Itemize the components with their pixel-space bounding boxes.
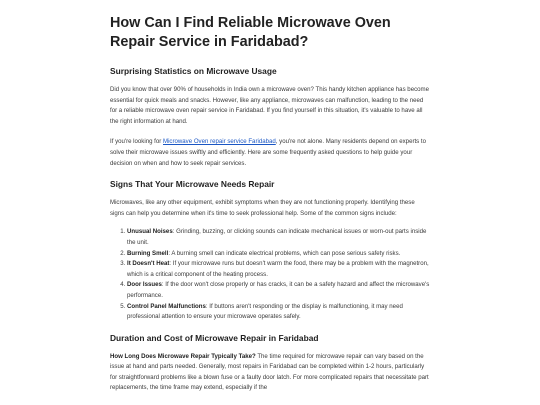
list-item-term: Unusual Noises — [127, 228, 173, 236]
list-item-term: Control Panel Malfunctions — [127, 302, 206, 310]
page-title: How Can I Find Reliable Microwave Oven Repair Service in Faridabad? — [110, 15, 391, 50]
list-item-text: : If the door won't close properly or has cracks, it can be a safety hazard and affect the microwave's performance. — [127, 281, 430, 299]
repair-service-link[interactable]: Microwave Oven repair service Faridabad — [163, 138, 276, 146]
paragraph-repair-duration — [110, 352, 430, 394]
signs-list — [110, 227, 430, 322]
paragraph-looking-for-service — [110, 137, 430, 169]
list-item-term: Burning Smell — [127, 249, 169, 257]
section-heading-signs: Signs That Your Microwave Needs Repair — [110, 179, 275, 190]
list-item — [127, 259, 430, 280]
section-heading-duration-cost: Duration and Cost of Microwave Repair in Faridabad — [110, 332, 319, 343]
list-item — [127, 227, 430, 248]
paragraph-prefix: If you're looking for — [110, 138, 163, 146]
list-item — [127, 302, 430, 323]
section-heading-statistics: Surprising Statistics on Microwave Usage — [110, 66, 277, 76]
list-item-text: : If your microwave runs but doesn't warm the food, there may be a problem with the magnetron, which is a critical component of the heating process. — [127, 260, 429, 278]
list-item-term: Door Issues — [127, 281, 162, 289]
paragraph-lead-text: The time required for microwave repair can vary based on the issue at hand and parts needed. Generally, most repairs in Faridabad can be completed within 1-2 hours, particularly for straightforward problems like a blown fuse or a faulty door latch. For more complicated repairs that necessitate part replacements, the time frame may extend, especially if the — [110, 352, 429, 392]
list-item-term: It Doesn't Heat — [127, 260, 170, 268]
list-item — [127, 249, 430, 260]
paragraph-signs-intro: Microwaves, like any other equipment, exhibit symptoms when they are not functioning properly. Identifying these signs can help you determine when it's time to seek professional help. Some of the common signs include: — [110, 199, 415, 217]
list-item-text: : If buttons aren't responding or the display is malfunctioning, it may need professional attention to ensure your microwave operates safely. — [127, 302, 403, 321]
list-item — [127, 280, 430, 301]
paragraph-statistics: Did you know that over 90% of households in India own a microwave oven? This handy kitchen appliance has become essential for quick meals and snacks. However, like any appliance, microwaves can malfunction, leading to the need for a reliable microwave oven repair service in Faridabad. If you find yourself in this situation, it's valuable to have all the right information at hand. — [110, 86, 429, 125]
paragraph-suffix: , you're not alone. Many residents depend on experts to solve their microwave issues swiftly and efficiently. Here are some frequently asked questions to help guide your decision on when and how to seek repair services. — [110, 138, 426, 167]
list-item-text: : A burning smell can indicate electrical problems, which can pose serious safety risks. — [168, 249, 401, 257]
list-item-text: : Grinding, buzzing, or clicking sounds can indicate mechanical issues or worn-out parts inside the unit. — [127, 228, 427, 246]
paragraph-lead-bold: How Long Does Microwave Repair Typically Take? — [110, 352, 256, 360]
